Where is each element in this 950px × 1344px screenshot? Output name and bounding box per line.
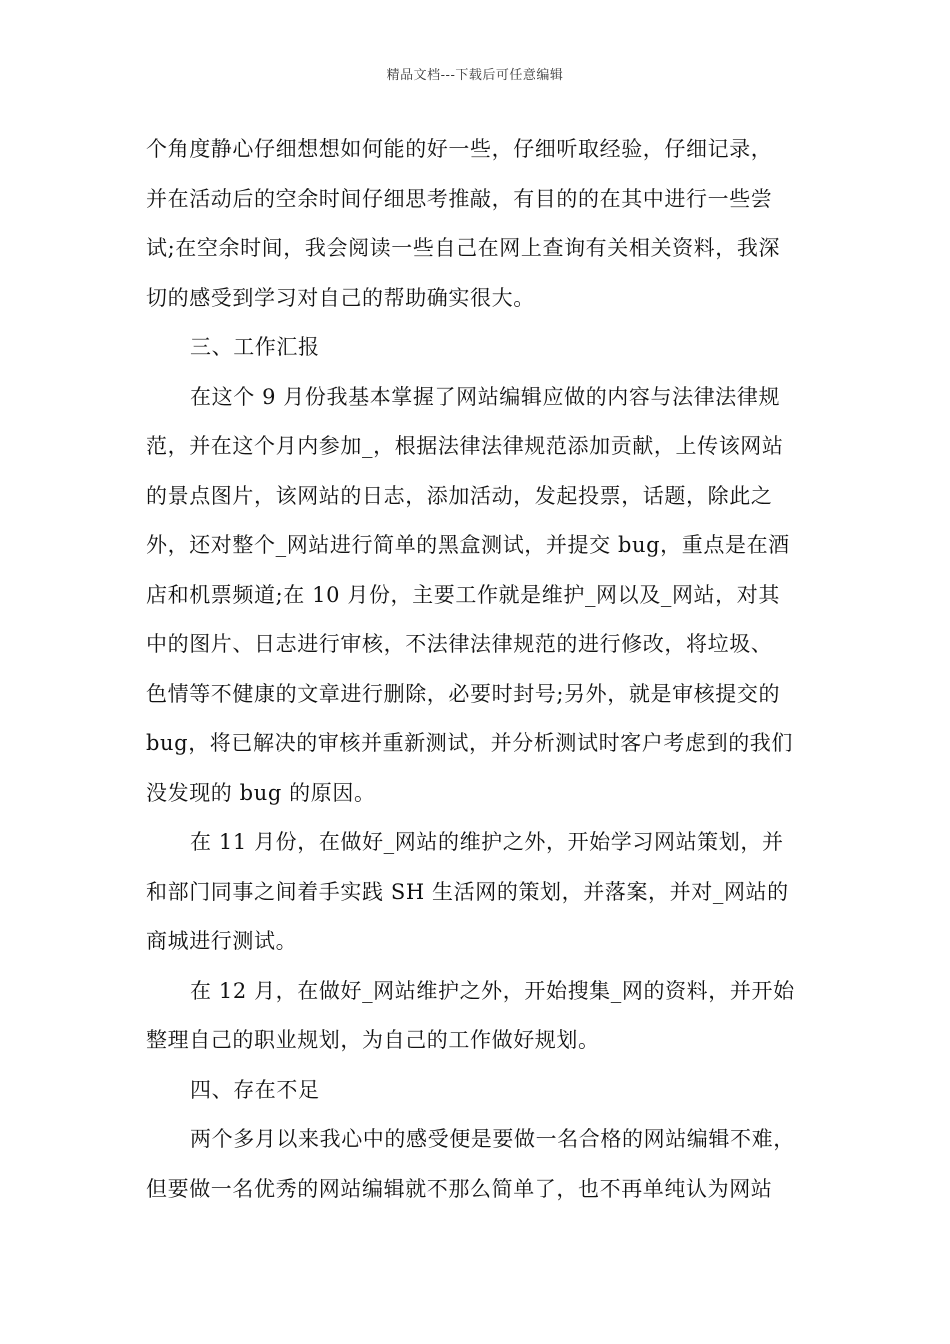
text-line: 个角度静心仔细想想如何能的好一些，仔细听取经验，仔细记录， (146, 137, 773, 161)
text-line: 的景点图片，该网站的日志，添加活动，发起投票，话题，除此之 (146, 483, 773, 508)
text-line: 试;在空余时间，我会阅读一些自己在网上查询有关相关资料，我深 (146, 236, 781, 260)
text-line: 外，还对整个_网站进行简单的黑盒测试，并提交 bug，重点是在酒 (146, 533, 790, 557)
document-body (146, 125, 806, 1214)
text-line: 在 12 月，在做好_网站维护之外，开始搜集_网的资料，并开始 (190, 978, 795, 1003)
section-heading: 四、存在不足 (190, 1077, 320, 1102)
text-line: 色情等不健康的文章进行删除，必要时封号;另外，就是审核提交的 (146, 681, 781, 706)
text-line: 中的图片、日志进行审核，不法律法律规范的进行修改，将垃圾、 (146, 632, 773, 656)
text-line: 在 11 月份，在做好_网站的维护之外，开始学习网站策划，并 (190, 830, 784, 854)
text-line: 但要做一名优秀的网站编辑就不那么简单了，也不再单纯认为网站 (146, 1176, 773, 1201)
text-line: 切的感受到学习对自己的帮助确实很大。 (146, 285, 535, 310)
page-header: 精品文档---下载后可任意编辑 (386, 68, 564, 83)
text-line: 没发现的 bug 的原因。 (146, 780, 376, 805)
section-heading: 三、工作汇报 (190, 335, 320, 359)
text-line: 整理自己的职业规划，为自己的工作做好规划。 (146, 1028, 600, 1052)
text-line: 范，并在这个月内参加_，根据法律法律规范添加贡献，上传该网站 (146, 434, 784, 458)
text-line: 两个多月以来我心中的感受便是要做一名合格的网站编辑不难， (190, 1127, 795, 1151)
text-line: 店和机票频道;在 10 月份，主要工作就是维护_网以及_网站，对其 (146, 582, 780, 607)
text-line: 商城进行测试。 (146, 929, 298, 953)
text-line: 并在活动后的空余时间仔细思考推敲，有目的的在其中进行一些尝 (146, 186, 773, 211)
text-line: 和部门同事之间着手实践 SH 生活网的策划，并落案，并对_网站的 (146, 879, 789, 904)
text-line: bug，将已解决的审核并重新测试，并分析测试时客户考虑到的我们 (146, 731, 794, 755)
text-line: 在这个 9 月份我基本掌握了网站编辑应做的内容与法律法律规 (190, 384, 781, 409)
